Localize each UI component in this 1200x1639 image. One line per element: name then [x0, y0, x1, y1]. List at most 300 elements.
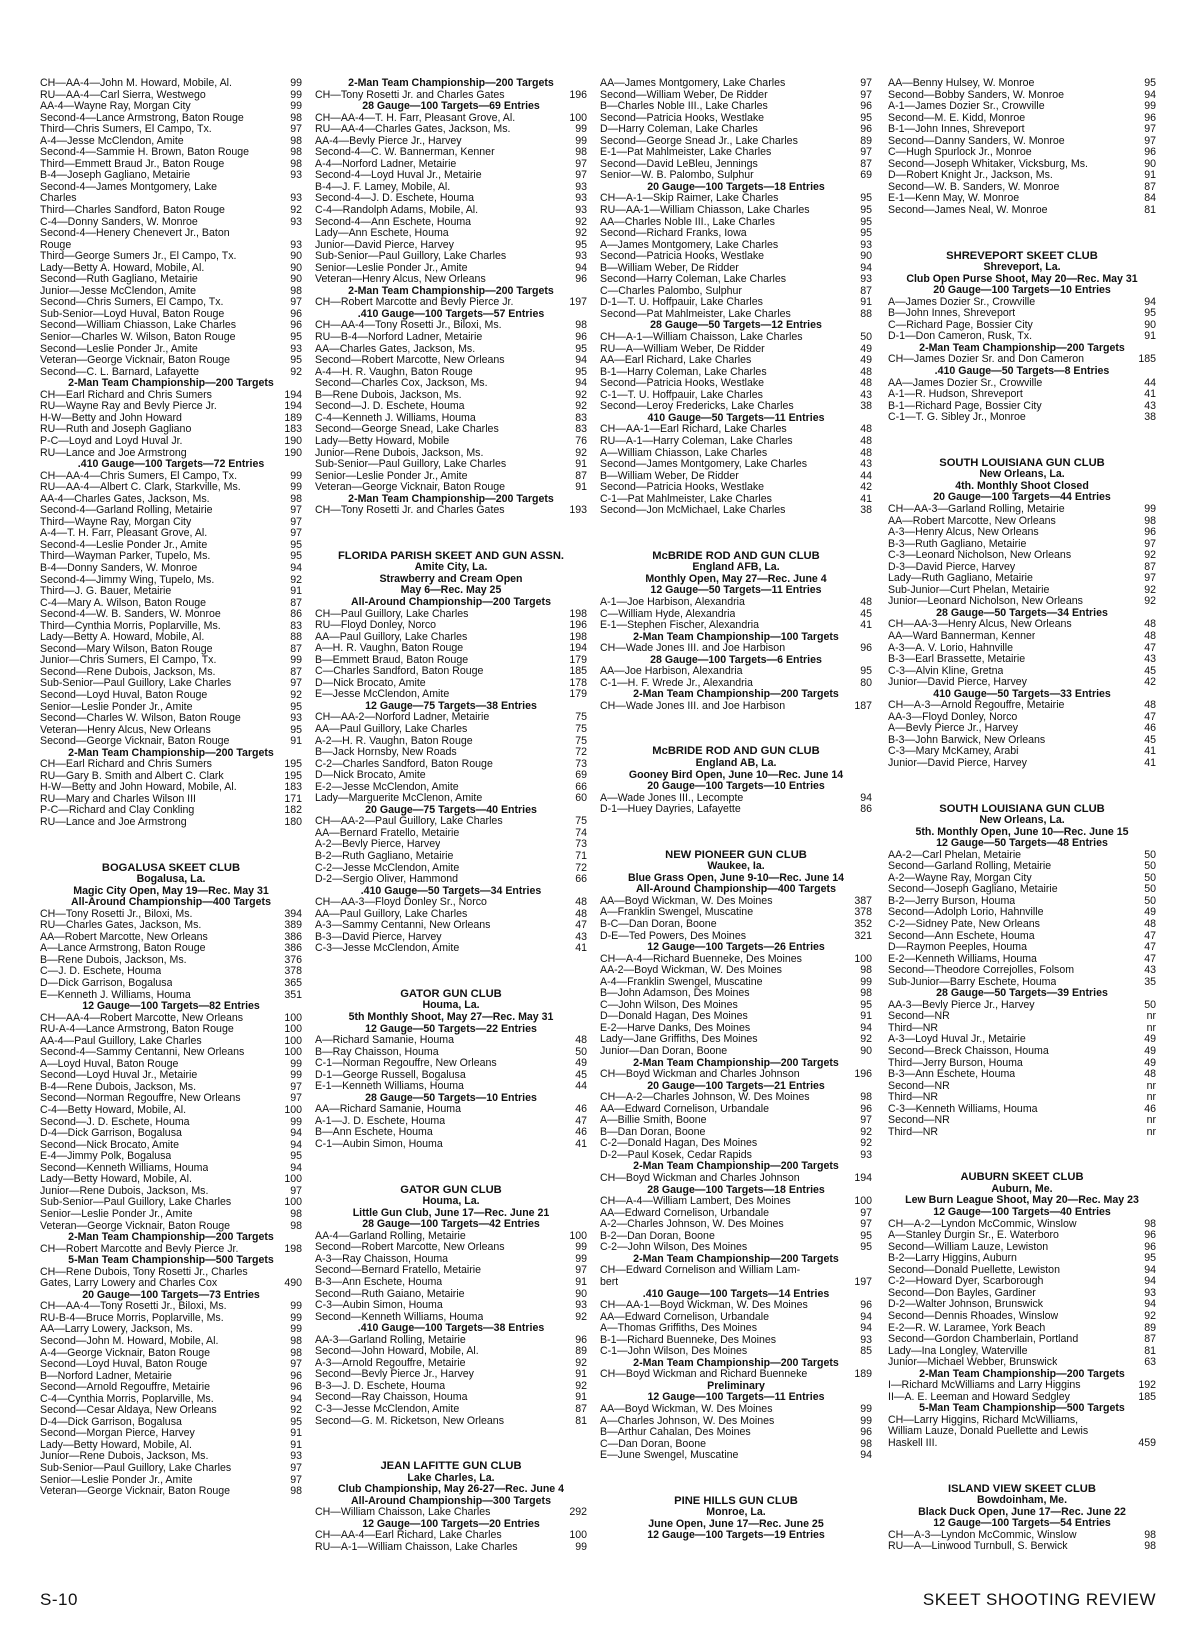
shooter-entry: A—James Montgomery, Lake Charles — [600, 239, 779, 251]
shooter-entry: AA-4—Garland Rolling, Metairie — [315, 1230, 466, 1242]
result-row — [40, 759, 302, 771]
score: 378 — [854, 906, 872, 919]
result-row — [40, 990, 302, 1002]
result-row — [600, 286, 872, 298]
shooter-entry: B-3—Ann Eschete, Houma — [888, 1069, 1016, 1081]
score: 386 — [284, 942, 302, 955]
score: 47 — [1144, 941, 1156, 954]
score: 46 — [575, 1103, 587, 1116]
shooter-entry: Second—George Snead, Lake Charles — [315, 424, 499, 436]
result-row — [40, 575, 302, 587]
shooter-entry: RU—B-4—Norford Ladner, Metairie — [315, 332, 483, 344]
shooter-entry: Senior—Leslie Ponder Jr., Amite — [315, 470, 468, 482]
score: 99 — [290, 1069, 302, 1082]
score: 93 — [290, 342, 302, 355]
score: 95 — [860, 111, 872, 124]
score: 45 — [575, 1068, 587, 1081]
score: 94 — [575, 354, 587, 367]
score: 96 — [290, 319, 302, 332]
shooter-entry: AA—Bernard Fratello, Metairie — [315, 827, 460, 839]
result-row — [40, 1163, 302, 1175]
result-row — [315, 724, 587, 736]
shooter-entry: AA-4—Wayne Ray, Morgan City — [40, 101, 191, 113]
result-row — [600, 1173, 872, 1185]
score: 75 — [575, 734, 587, 747]
shooter-entry: C-3—Aubin Simon, Houma — [315, 1300, 443, 1312]
score: 73 — [575, 757, 587, 770]
shooter-entry: CH—A-4—William Lambert, Des Moines — [600, 1196, 791, 1208]
score: 90 — [290, 250, 302, 263]
score: 94 — [290, 1392, 302, 1405]
result-row — [40, 725, 302, 737]
result-row — [315, 863, 587, 875]
club-name: SOUTH LOUISIANA GUN CLUB — [939, 803, 1105, 815]
score: 99 — [575, 1252, 587, 1265]
score: 96 — [1144, 146, 1156, 159]
club-subheading: All-Around Championship—400 Targets — [636, 884, 836, 896]
score: 94 — [860, 1322, 872, 1335]
shooter-entry: Charles — [40, 193, 77, 205]
club-gap — [600, 712, 872, 746]
club-subheading: Auburn, Me. — [991, 1183, 1053, 1195]
result-row — [40, 240, 302, 252]
score: 44 — [575, 1080, 587, 1093]
shooter-entry: E-1—Kenneth Williams, Houma — [315, 1081, 464, 1093]
score: 195 — [284, 758, 302, 771]
result-row — [315, 712, 587, 724]
shooter-entry: Second—Charles W. Wilson, Baton Rouge — [40, 713, 241, 725]
score: 98 — [860, 1091, 872, 1104]
score: 185 — [569, 665, 587, 678]
score: 459 — [1138, 1436, 1156, 1449]
score: 93 — [1144, 1286, 1156, 1299]
result-row — [315, 793, 587, 805]
result-row — [600, 355, 872, 367]
result-row — [600, 643, 872, 655]
result-row — [40, 909, 302, 921]
score: 95 — [290, 550, 302, 563]
shooter-entry: Second—W. B. Sanders, W. Monroe — [888, 181, 1060, 193]
score: 90 — [290, 273, 302, 286]
shooter-entry: A—William Chiasson, Lake Charles — [600, 447, 768, 459]
score: 94 — [860, 1449, 872, 1462]
shooter-entry: C—Richard Page, Bossier City — [888, 319, 1033, 331]
result-row — [315, 147, 587, 159]
result-row — [600, 297, 872, 309]
result-row — [40, 1186, 302, 1198]
result-row — [315, 1070, 587, 1082]
result-row — [888, 954, 1156, 966]
shooter-entry: AA—Edward Cornelison, Urbandale — [600, 1103, 769, 1115]
score: 90 — [290, 261, 302, 274]
shooter-entry: Veteran—George Vicknair, Baton Rouge — [315, 482, 506, 494]
result-row — [888, 1346, 1156, 1358]
result-row — [315, 90, 587, 102]
result-row — [600, 1450, 872, 1462]
score: 50 — [860, 331, 872, 344]
result-row — [600, 1416, 872, 1428]
shooter-entry: B—Arthur Cahalan, Des Moines — [600, 1427, 751, 1439]
result-row — [888, 850, 1156, 862]
shooter-entry: E-1—Pat Mahlmeister, Lake Charles — [600, 147, 772, 159]
score: 95 — [860, 204, 872, 217]
shooter-entry: bert — [600, 1276, 619, 1288]
result-row — [40, 320, 302, 332]
result-row — [40, 205, 302, 217]
club-subheading: Monthly Open, May 27—Rec. June 4 — [645, 573, 827, 585]
score: 87 — [575, 1402, 587, 1415]
score: 43 — [575, 930, 587, 943]
score: 97 — [575, 169, 587, 182]
shooter-entry: B-4—J. F. Lamey, Mobile, Al. — [315, 181, 451, 193]
shooter-entry: D-1—T. U. Hoffpauir, Lake Charles — [600, 297, 763, 309]
shooter-entry: Second—David LeBleu, Jennings — [600, 158, 758, 170]
event-heading: 28 Gauge—50 Targets—12 Entries — [650, 320, 822, 332]
shooter-entry: Second-4—Loyd Huval Jr., Metairie — [315, 170, 482, 182]
club-subheading: New Orleans, La. — [979, 815, 1065, 827]
result-row — [600, 494, 872, 506]
shooter-entry: Lady—Betty Howard, Mobile — [315, 435, 450, 447]
shooter-entry: B—Ann Eschete, Houma — [315, 1127, 433, 1139]
shooter-entry: CH—AA-3—Henry Alcus, New Orleans — [888, 619, 1072, 631]
result-row — [40, 436, 302, 448]
score: 50 — [1144, 871, 1156, 884]
result-row — [888, 378, 1156, 390]
score: 178 — [569, 676, 587, 689]
result-row — [888, 193, 1156, 205]
score: 93 — [575, 180, 587, 193]
score: 389 — [284, 919, 302, 932]
result-row — [888, 1415, 1156, 1427]
result-row — [888, 147, 1156, 159]
result-row — [315, 459, 587, 471]
score: 94 — [1144, 1275, 1156, 1288]
result-row — [40, 1244, 302, 1256]
shooter-entry: AA-4—Charles Gates, Jackson, Ms. — [40, 493, 210, 505]
score: 97 — [290, 677, 302, 690]
score: 190 — [284, 434, 302, 447]
club-name: McBRIDE ROD AND GUN CLUB — [652, 550, 820, 562]
score: 98 — [290, 157, 302, 170]
result-row — [40, 1105, 302, 1117]
result-row — [40, 805, 302, 817]
shooter-entry: Second-4—Ann Eschete, Houma — [315, 216, 472, 228]
score: 93 — [290, 1450, 302, 1463]
result-row — [40, 78, 302, 90]
shooter-entry: AA—Paul Guillory, Lake Charles — [315, 908, 468, 920]
score: 376 — [284, 953, 302, 966]
score: 98 — [290, 134, 302, 147]
shooter-entry: CH—Wade Jones III. and Joe Harbison — [600, 700, 786, 712]
shooter-entry: Second—Cesar Aldaya, New Orleans — [40, 1405, 217, 1417]
score: 94 — [860, 1310, 872, 1323]
score: 182 — [284, 804, 302, 817]
shooter-entry: Gates, Larry Lowery and Charles Cox — [40, 1278, 218, 1290]
score: nr — [1146, 1021, 1156, 1034]
score: 38 — [1144, 411, 1156, 424]
score: 50 — [575, 1045, 587, 1058]
result-row — [40, 332, 302, 344]
score: 97 — [860, 146, 872, 159]
result-row — [40, 1082, 302, 1094]
shooter-entry: B-2—Dan Doran, Boone — [600, 1230, 715, 1242]
score: 48 — [575, 1034, 587, 1047]
club-gap — [600, 517, 872, 551]
result-row — [888, 1276, 1156, 1288]
score: 48 — [1144, 918, 1156, 930]
shooter-entry: Second-4—Sammy Centanni, New Orleans — [40, 1047, 245, 1059]
result-row — [40, 736, 302, 748]
shooter-entry: Second—William Chiasson, Lake Charles — [40, 320, 237, 332]
shooter-entry: CH—A-2—Charles Johnson, W. Des Moines — [600, 1092, 810, 1104]
result-row — [315, 159, 587, 171]
score: 76 — [575, 434, 587, 447]
result-row — [600, 217, 872, 229]
score: 98 — [290, 146, 302, 159]
score: 92 — [1144, 595, 1156, 608]
score: nr — [1146, 1091, 1156, 1104]
score: 94 — [1144, 1298, 1156, 1311]
shooter-entry: B—Jack Hornsby, New Roads — [315, 747, 457, 759]
result-row — [315, 1392, 587, 1404]
shooter-entry: Second—Pat Mahlmeister, Lake Charles — [600, 308, 791, 320]
shooter-entry: Second-4—James Montgomery, Lake — [40, 181, 218, 193]
score: 49 — [1144, 906, 1156, 919]
result-row — [315, 1542, 587, 1554]
result-row — [600, 332, 872, 344]
shooter-entry: Second—Theodore Correjolles, Folsom — [888, 965, 1075, 977]
score: 97 — [290, 1461, 302, 1474]
result-row — [888, 884, 1156, 896]
shooter-entry: CH—A-3—Lyndon McCommic, Winslow — [888, 1529, 1077, 1541]
shooter-entry: Second—Patricia Hooks, Westlake — [600, 482, 765, 494]
shooter-entry: Haskell III. — [888, 1437, 938, 1449]
result-row — [600, 170, 872, 182]
shooter-entry: AA—Edward Cornelison, Urbandale — [600, 1207, 769, 1219]
score: 69 — [860, 169, 872, 182]
score: 92 — [1144, 1309, 1156, 1322]
score: 94 — [860, 791, 872, 804]
shooter-entry: D-4—Dick Garrison, Bogalusa — [40, 1128, 182, 1140]
shooter-entry: Sub-Senior—Paul Guillory, Lake Charles — [40, 1197, 232, 1209]
shooter-entry: Junior—Rene Dubois, Jackson, Ms. — [315, 447, 484, 459]
shooter-entry: C-4—Mary A. Wilson, Baton Rouge — [40, 597, 207, 609]
result-row — [888, 1253, 1156, 1265]
score: 44 — [1144, 376, 1156, 389]
shooter-entry: CH—AA-4—Tony Rosetti Jr., Biloxi, Ms. — [315, 320, 502, 332]
result-row — [315, 759, 587, 771]
score: 193 — [569, 504, 587, 517]
result-row — [315, 1035, 587, 1047]
score: 97 — [290, 1358, 302, 1371]
result-row — [315, 666, 587, 678]
club-subheading: 20 Gauge—100 Targets—44 Entries — [933, 492, 1111, 504]
result-row — [40, 1117, 302, 1129]
shooter-entry: Second—Ruth Gagliano, Metairie — [40, 274, 198, 286]
score: 95 — [290, 331, 302, 344]
score: 189 — [854, 1368, 872, 1381]
score: 95 — [575, 342, 587, 355]
score: 90 — [575, 1287, 587, 1300]
shooter-entry: C-1—Aubin Simon, Houma — [315, 1139, 443, 1151]
shooter-entry: D—Dick Garrison, Bogalusa — [40, 978, 173, 990]
result-row — [315, 274, 587, 286]
score: 72 — [575, 746, 587, 759]
score: 394 — [284, 907, 302, 920]
score: 50 — [1144, 848, 1156, 861]
club-subheading: Waukee, Ia. — [707, 861, 765, 873]
result-row — [40, 517, 302, 529]
result-row — [315, 1254, 587, 1266]
result-row — [315, 124, 587, 136]
shooter-entry: Second—J. D. Eschete, Houma — [40, 1116, 190, 1128]
result-row — [40, 1221, 302, 1233]
score: 96 — [1144, 1240, 1156, 1253]
result-row — [600, 609, 872, 621]
score: 96 — [575, 331, 587, 344]
score: 97 — [860, 88, 872, 101]
shooter-entry: CH—Earl Richard and Chris Sumers — [40, 759, 212, 771]
result-row — [600, 1323, 872, 1335]
shooter-entry: Second—Patricia Hooks, Westlake — [600, 112, 765, 124]
result-row — [40, 136, 302, 148]
shooter-entry: B-4—Donny Sanders, W. Monroe — [40, 562, 198, 574]
score: 41 — [860, 619, 872, 632]
club-subheading: Lake Charles, La. — [407, 1472, 495, 1484]
shooter-entry: C-2—Jesse McClendon, Amite — [315, 862, 460, 874]
shooter-entry: A—Billie Smith, Boone — [600, 1115, 707, 1127]
result-row — [315, 424, 587, 436]
result-row — [888, 631, 1156, 643]
shooter-entry: B-2—Ruth Gagliano, Metairie — [315, 851, 454, 862]
event-heading: 28 Gauge—100 Targets—18 Entries — [647, 1184, 825, 1196]
result-row — [888, 1438, 1156, 1450]
event-heading: 28 Gauge—50 Targets—39 Entries — [936, 988, 1108, 1000]
shooter-entry: Second-4—Jimmy Wing, Tupelo, Ms. — [40, 574, 215, 586]
score: 41 — [860, 492, 872, 505]
shooter-entry: H-W—Betty and John Howard — [40, 412, 182, 424]
shooter-entry: C-4—Donny Sanders, W. Monroe — [40, 216, 198, 228]
result-row — [40, 251, 302, 263]
score: 96 — [1144, 1229, 1156, 1242]
result-row — [315, 193, 587, 205]
score: 351 — [284, 988, 302, 1001]
event-heading: 12 Gauge—100 Targets—20 Entries — [362, 1518, 540, 1530]
shooter-entry: Second—George Snead Jr., Lake Charles — [600, 135, 798, 147]
shooter-entry: Third—Jerry Burson, Houma — [888, 1057, 1023, 1069]
score: 95 — [575, 238, 587, 251]
shooter-entry: H-W—Betty and John Howard, Mobile, Al. — [40, 782, 237, 794]
result-row — [888, 619, 1156, 631]
score: 50 — [1144, 883, 1156, 896]
result-row — [315, 747, 587, 759]
score: 92 — [290, 1404, 302, 1417]
shooter-entry: B—William Weber, De Ridder — [600, 470, 739, 482]
score: 100 — [854, 952, 872, 965]
result-row — [888, 124, 1156, 136]
result-row — [40, 1267, 302, 1279]
result-row — [315, 1369, 587, 1381]
result-row — [40, 124, 302, 136]
result-row — [40, 113, 302, 125]
score: 41 — [1144, 745, 1156, 758]
result-row — [888, 1392, 1156, 1404]
result-row — [600, 471, 872, 483]
score: 94 — [860, 261, 872, 274]
shooter-entry: Second—Gordon Chamberlain, Portland — [888, 1334, 1079, 1346]
result-row — [888, 550, 1156, 562]
shooter-entry: CH—Tony Rosetti Jr. and Charles Gates — [315, 89, 505, 101]
shooter-entry: B-3—David Pierce, Harvey — [315, 931, 442, 943]
score: 75 — [575, 711, 587, 724]
score: 63 — [1144, 1356, 1156, 1369]
result-row — [600, 1242, 872, 1254]
score: 87 — [290, 665, 302, 678]
score: 49 — [1144, 1056, 1156, 1069]
shooter-entry: Third—Chris Sumers, El Campo, Tx. — [40, 124, 212, 136]
score: 92 — [575, 1379, 587, 1392]
result-row — [888, 401, 1156, 413]
shooter-entry: C-4—Cynthia Morris, Poplarville, Ms. — [40, 1393, 214, 1405]
result-row — [600, 113, 872, 125]
result-row — [600, 136, 872, 148]
result-row — [40, 702, 302, 714]
shooter-entry: Second—Patricia Hooks, Westlake — [600, 378, 765, 390]
result-row — [315, 263, 587, 275]
result-row — [888, 1334, 1156, 1346]
result-row — [600, 505, 872, 517]
score: 45 — [860, 607, 872, 620]
score: 83 — [290, 619, 302, 632]
result-row — [600, 919, 872, 931]
result-row — [40, 1371, 302, 1383]
shooter-entry: B-3—Ann Eschete, Houma — [315, 1276, 443, 1288]
club-subheading: 12 Gauge—50 Targets—22 Entries — [365, 1023, 537, 1035]
club-subheading: Little Gun Club, June 17—Rec. June 21 — [352, 1207, 550, 1219]
result-row — [600, 228, 872, 240]
result-row — [40, 920, 302, 932]
score: 98 — [575, 146, 587, 159]
result-row — [888, 907, 1156, 919]
score: 91 — [575, 1391, 587, 1404]
shooter-entry: Lady—Ann Eschete, Houma — [315, 228, 449, 240]
result-row — [315, 378, 587, 390]
score: 90 — [1144, 318, 1156, 331]
shooter-entry: CH—AA-4—Tony Rosetti Jr., Biloxi, Ms. — [40, 1301, 227, 1313]
result-row — [600, 309, 872, 321]
score: 185 — [1138, 1390, 1156, 1403]
shooter-entry: Lady—Ina Longley, Waterville — [888, 1345, 1028, 1357]
score — [1153, 1415, 1156, 1427]
score: 98 — [290, 1207, 302, 1220]
score: 49 — [860, 354, 872, 367]
score: 42 — [860, 481, 872, 494]
shooter-entry: AA-2—Carl Phelan, Metairie — [888, 849, 1022, 861]
result-row — [600, 1011, 872, 1023]
club-subheading: Houma, La. — [422, 1000, 480, 1012]
shooter-entry: E-2—Jesse McClendon, Amite — [315, 781, 459, 793]
score: 196 — [569, 619, 587, 632]
shooter-entry: Second—Patricia Hooks, Westlake — [600, 251, 765, 263]
club-subheading: 12 Gauge—50 Targets—48 Entries — [936, 838, 1108, 850]
club-gap — [315, 955, 587, 989]
result-row — [40, 367, 302, 379]
shooter-entry: CH—A-2—Lyndon McCommic, Winslow — [888, 1218, 1077, 1230]
result-row — [315, 332, 587, 344]
score: 196 — [854, 1068, 872, 1081]
club-gap — [600, 816, 872, 850]
shooter-entry: AA—Boyd Wickman, W. Des Moines — [600, 1403, 773, 1415]
